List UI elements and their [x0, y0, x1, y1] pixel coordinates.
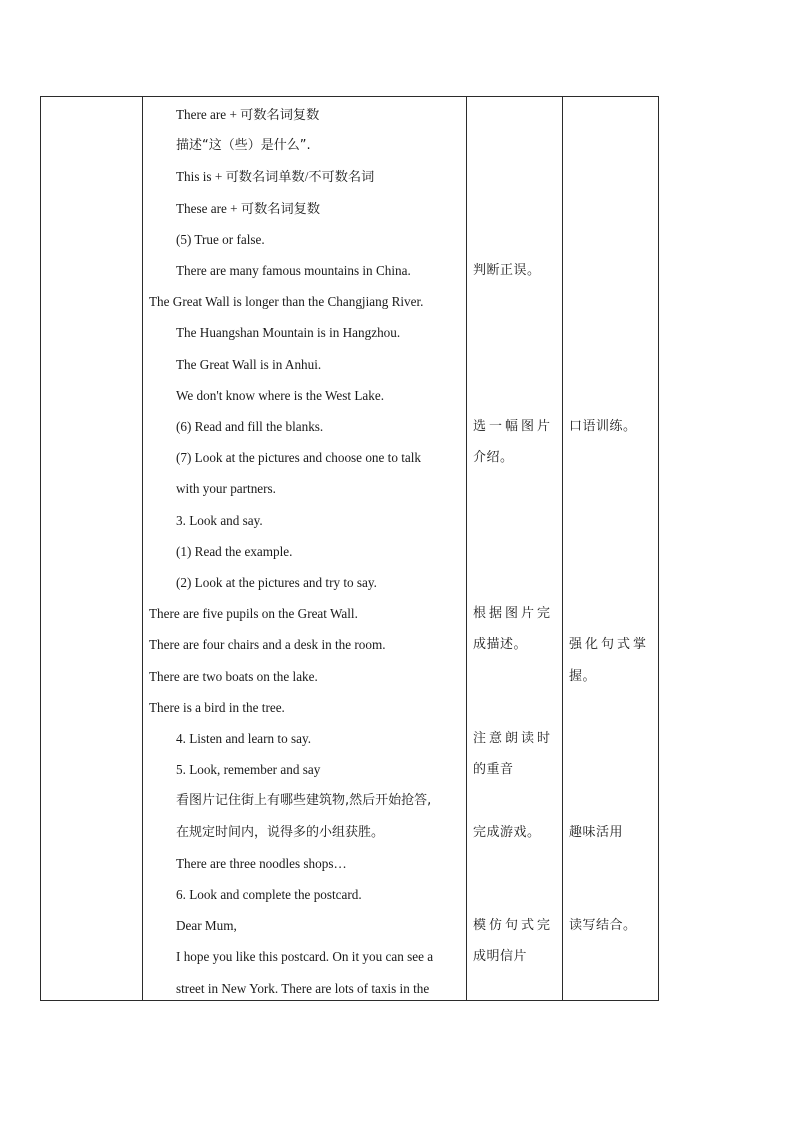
content-line: There are two boats on the lake. — [149, 668, 318, 684]
purpose-note: 读写结合。 — [569, 918, 637, 934]
activity-note: 的重音 — [473, 762, 514, 778]
content-line: We don't know where is the West Lake. — [176, 387, 385, 403]
purpose-note: 握。 — [569, 668, 597, 684]
activity-note: 判断正误。 — [473, 263, 541, 278]
content-line: 5. Look, remember and say — [176, 762, 321, 778]
activity-note: 成描述。 — [473, 637, 528, 653]
content-line: street in New York. There are lots of taxis in the — [176, 980, 430, 996]
activity-note: 根据图片完 — [473, 606, 554, 622]
content-line: There are four chairs and a desk in the room. — [149, 637, 386, 653]
column-divider — [562, 97, 563, 1000]
activity-note: 注意朗读时 — [473, 731, 554, 746]
content-line: 看图片记住街上有哪些建筑物,然后开始抢答, — [176, 793, 432, 809]
content-line: The Great Wall is in Anhui. — [176, 356, 322, 372]
content-line: There are three noodles shops… — [176, 855, 347, 871]
content-line: There are many famous mountains in China. — [176, 263, 411, 278]
purpose-note: 趣味活用 — [569, 824, 624, 840]
content-line: (6) Read and fill the blanks. — [176, 419, 324, 434]
purpose-note: 强化句式掌 — [569, 637, 650, 653]
activity-note: 介绍。 — [473, 450, 514, 466]
activity-note: 选一幅图片 — [473, 419, 554, 434]
content-line: 6. Look and complete the postcard. — [176, 887, 362, 902]
content-line: 4. Listen and learn to say. — [176, 731, 312, 746]
content-line: This is + 可数名词单数/不可数名词 — [176, 169, 375, 185]
activity-note: 成明信片 — [473, 949, 528, 965]
content-line: (7) Look at the pictures and choose one to talk — [176, 450, 421, 466]
content-line: Dear Mum, — [176, 918, 237, 934]
lesson-plan-table — [40, 96, 659, 1001]
content-line: (1) Read the example. — [176, 543, 293, 559]
content-line: with your partners. — [176, 481, 276, 497]
content-line: I hope you like this postcard. On it you can see a — [176, 949, 434, 965]
activity-note: 模仿句式完 — [473, 918, 554, 934]
content-line: (2) Look at the pictures and try to say. — [176, 575, 377, 590]
content-line: The Huangshan Mountain is in Hangzhou. — [176, 325, 401, 341]
content-line: 3. Look and say. — [176, 512, 263, 528]
content-line: These are + 可数名词复数 — [176, 200, 321, 216]
content-line: There are + 可数名词复数 — [176, 107, 320, 122]
content-line: There are five pupils on the Great Wall. — [149, 606, 358, 622]
content-line: 在规定时间内，说得多的小组获胜。 — [176, 824, 385, 840]
activity-note: 完成游戏。 — [473, 824, 541, 840]
content-line: 描述“这（些）是什么”. — [176, 138, 311, 154]
content-line: (5) True or false. — [176, 231, 265, 247]
content-line: There is a bird in the tree. — [149, 699, 285, 715]
purpose-note: 口语训练。 — [569, 419, 637, 434]
column-divider — [466, 97, 467, 1000]
content-line: The Great Wall is longer than the Changjiang River. — [149, 294, 424, 310]
